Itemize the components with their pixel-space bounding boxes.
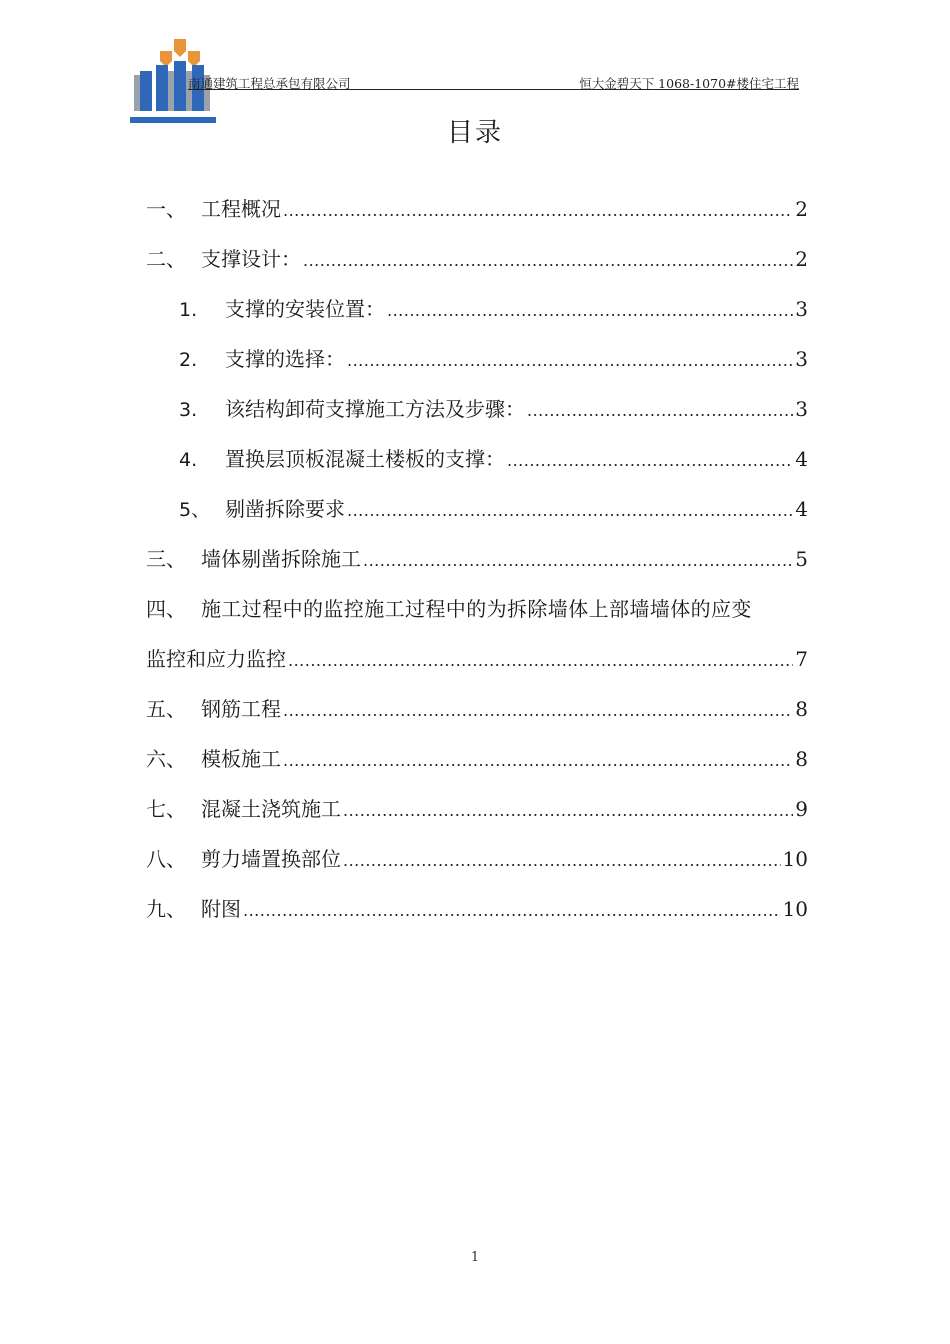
toc-leader xyxy=(507,442,793,480)
toc-page: 5 xyxy=(795,547,808,571)
toc-item[interactable] xyxy=(146,890,808,940)
toc-number: 3. xyxy=(179,399,198,421)
toc-label: 混凝土浇筑施工 xyxy=(201,797,341,821)
toc-page: 7 xyxy=(795,647,808,671)
table-of-contents xyxy=(146,190,808,940)
toc-leader xyxy=(347,342,793,380)
toc-leader xyxy=(343,842,781,880)
toc-item[interactable] xyxy=(146,290,808,340)
toc-item[interactable] xyxy=(146,390,808,440)
toc-number: 八、 xyxy=(146,847,186,871)
toc-number: 2. xyxy=(179,349,198,371)
toc-leader xyxy=(288,642,793,680)
toc-item[interactable] xyxy=(146,540,808,590)
toc-label: 支撑设计： xyxy=(201,247,301,271)
toc-leader xyxy=(387,292,793,330)
toc-item[interactable] xyxy=(146,340,808,390)
header-company: 南通建筑工程总承包有限公司 xyxy=(188,76,351,91)
toc-leader xyxy=(363,542,793,580)
toc-page: 4 xyxy=(795,497,808,521)
toc-page: 2 xyxy=(795,247,808,271)
toc-label: 剔凿拆除要求 xyxy=(225,497,345,521)
toc-item[interactable] xyxy=(146,490,808,540)
toc-label: 模板施工 xyxy=(201,747,281,771)
toc-label: 置换层顶板混凝土楼板的支撑： xyxy=(225,447,505,471)
toc-item[interactable] xyxy=(146,240,808,290)
toc-page: 10 xyxy=(782,847,808,871)
page-title: 目录 xyxy=(446,118,503,148)
toc-number: 七、 xyxy=(146,797,186,821)
toc-label: 钢筋工程 xyxy=(201,697,281,721)
toc-page: 3 xyxy=(795,297,808,321)
toc-page: 8 xyxy=(795,697,808,721)
toc-number: 4. xyxy=(179,449,198,471)
toc-number: 1. xyxy=(179,299,198,321)
toc-leader xyxy=(283,692,793,730)
toc-page: 3 xyxy=(795,397,808,421)
toc-number: 四、 xyxy=(146,597,186,621)
toc-page: 3 xyxy=(795,347,808,371)
toc-item[interactable] xyxy=(146,790,808,840)
toc-label: 剪力墙置换部位 xyxy=(201,847,341,871)
toc-item[interactable] xyxy=(146,440,808,490)
toc-label: 该结构卸荷支撑施工方法及步骤： xyxy=(225,397,525,421)
toc-item[interactable] xyxy=(146,840,808,890)
toc-page: 10 xyxy=(782,897,808,921)
toc-number: 一、 xyxy=(146,197,186,221)
toc-leader xyxy=(283,192,793,230)
toc-number: 三、 xyxy=(146,547,186,571)
toc-leader xyxy=(303,242,793,280)
toc-leader xyxy=(347,492,793,530)
toc-leader xyxy=(283,742,793,780)
toc-page: 2 xyxy=(795,197,808,221)
toc-label: 监控和应力监控 xyxy=(146,647,286,671)
toc-item[interactable] xyxy=(146,590,808,640)
toc-label: 墙体剔凿拆除施工 xyxy=(201,547,361,571)
toc-number: 二、 xyxy=(146,247,186,271)
toc-number: 五、 xyxy=(146,697,186,721)
toc-label: 支撑的选择： xyxy=(225,347,345,371)
toc-leader xyxy=(343,792,793,830)
toc-label: 附图 xyxy=(201,897,241,921)
toc-leader xyxy=(243,892,781,930)
toc-page: 4 xyxy=(795,447,808,471)
page-number: 1 xyxy=(470,1250,480,1265)
toc-label: 支撑的安装位置： xyxy=(225,297,385,321)
toc-number: 九、 xyxy=(146,897,186,921)
toc-label: 工程概况 xyxy=(201,197,281,221)
toc-item-continuation[interactable] xyxy=(146,640,808,690)
toc-item[interactable] xyxy=(146,190,808,240)
toc-number: 5、 xyxy=(179,499,211,521)
header-project: 恒大金碧天下 1068-1070#楼住宅工程 xyxy=(579,76,799,91)
toc-label: 施工过程中的监控施工过程中的为拆除墙体上部墙墙体的应变 xyxy=(201,597,752,621)
toc-page: 8 xyxy=(795,747,808,771)
toc-leader xyxy=(527,392,793,430)
header-rule xyxy=(188,89,799,90)
toc-page: 9 xyxy=(795,797,808,821)
toc-item[interactable] xyxy=(146,740,808,790)
toc-number: 六、 xyxy=(146,747,186,771)
toc-item[interactable] xyxy=(146,690,808,740)
